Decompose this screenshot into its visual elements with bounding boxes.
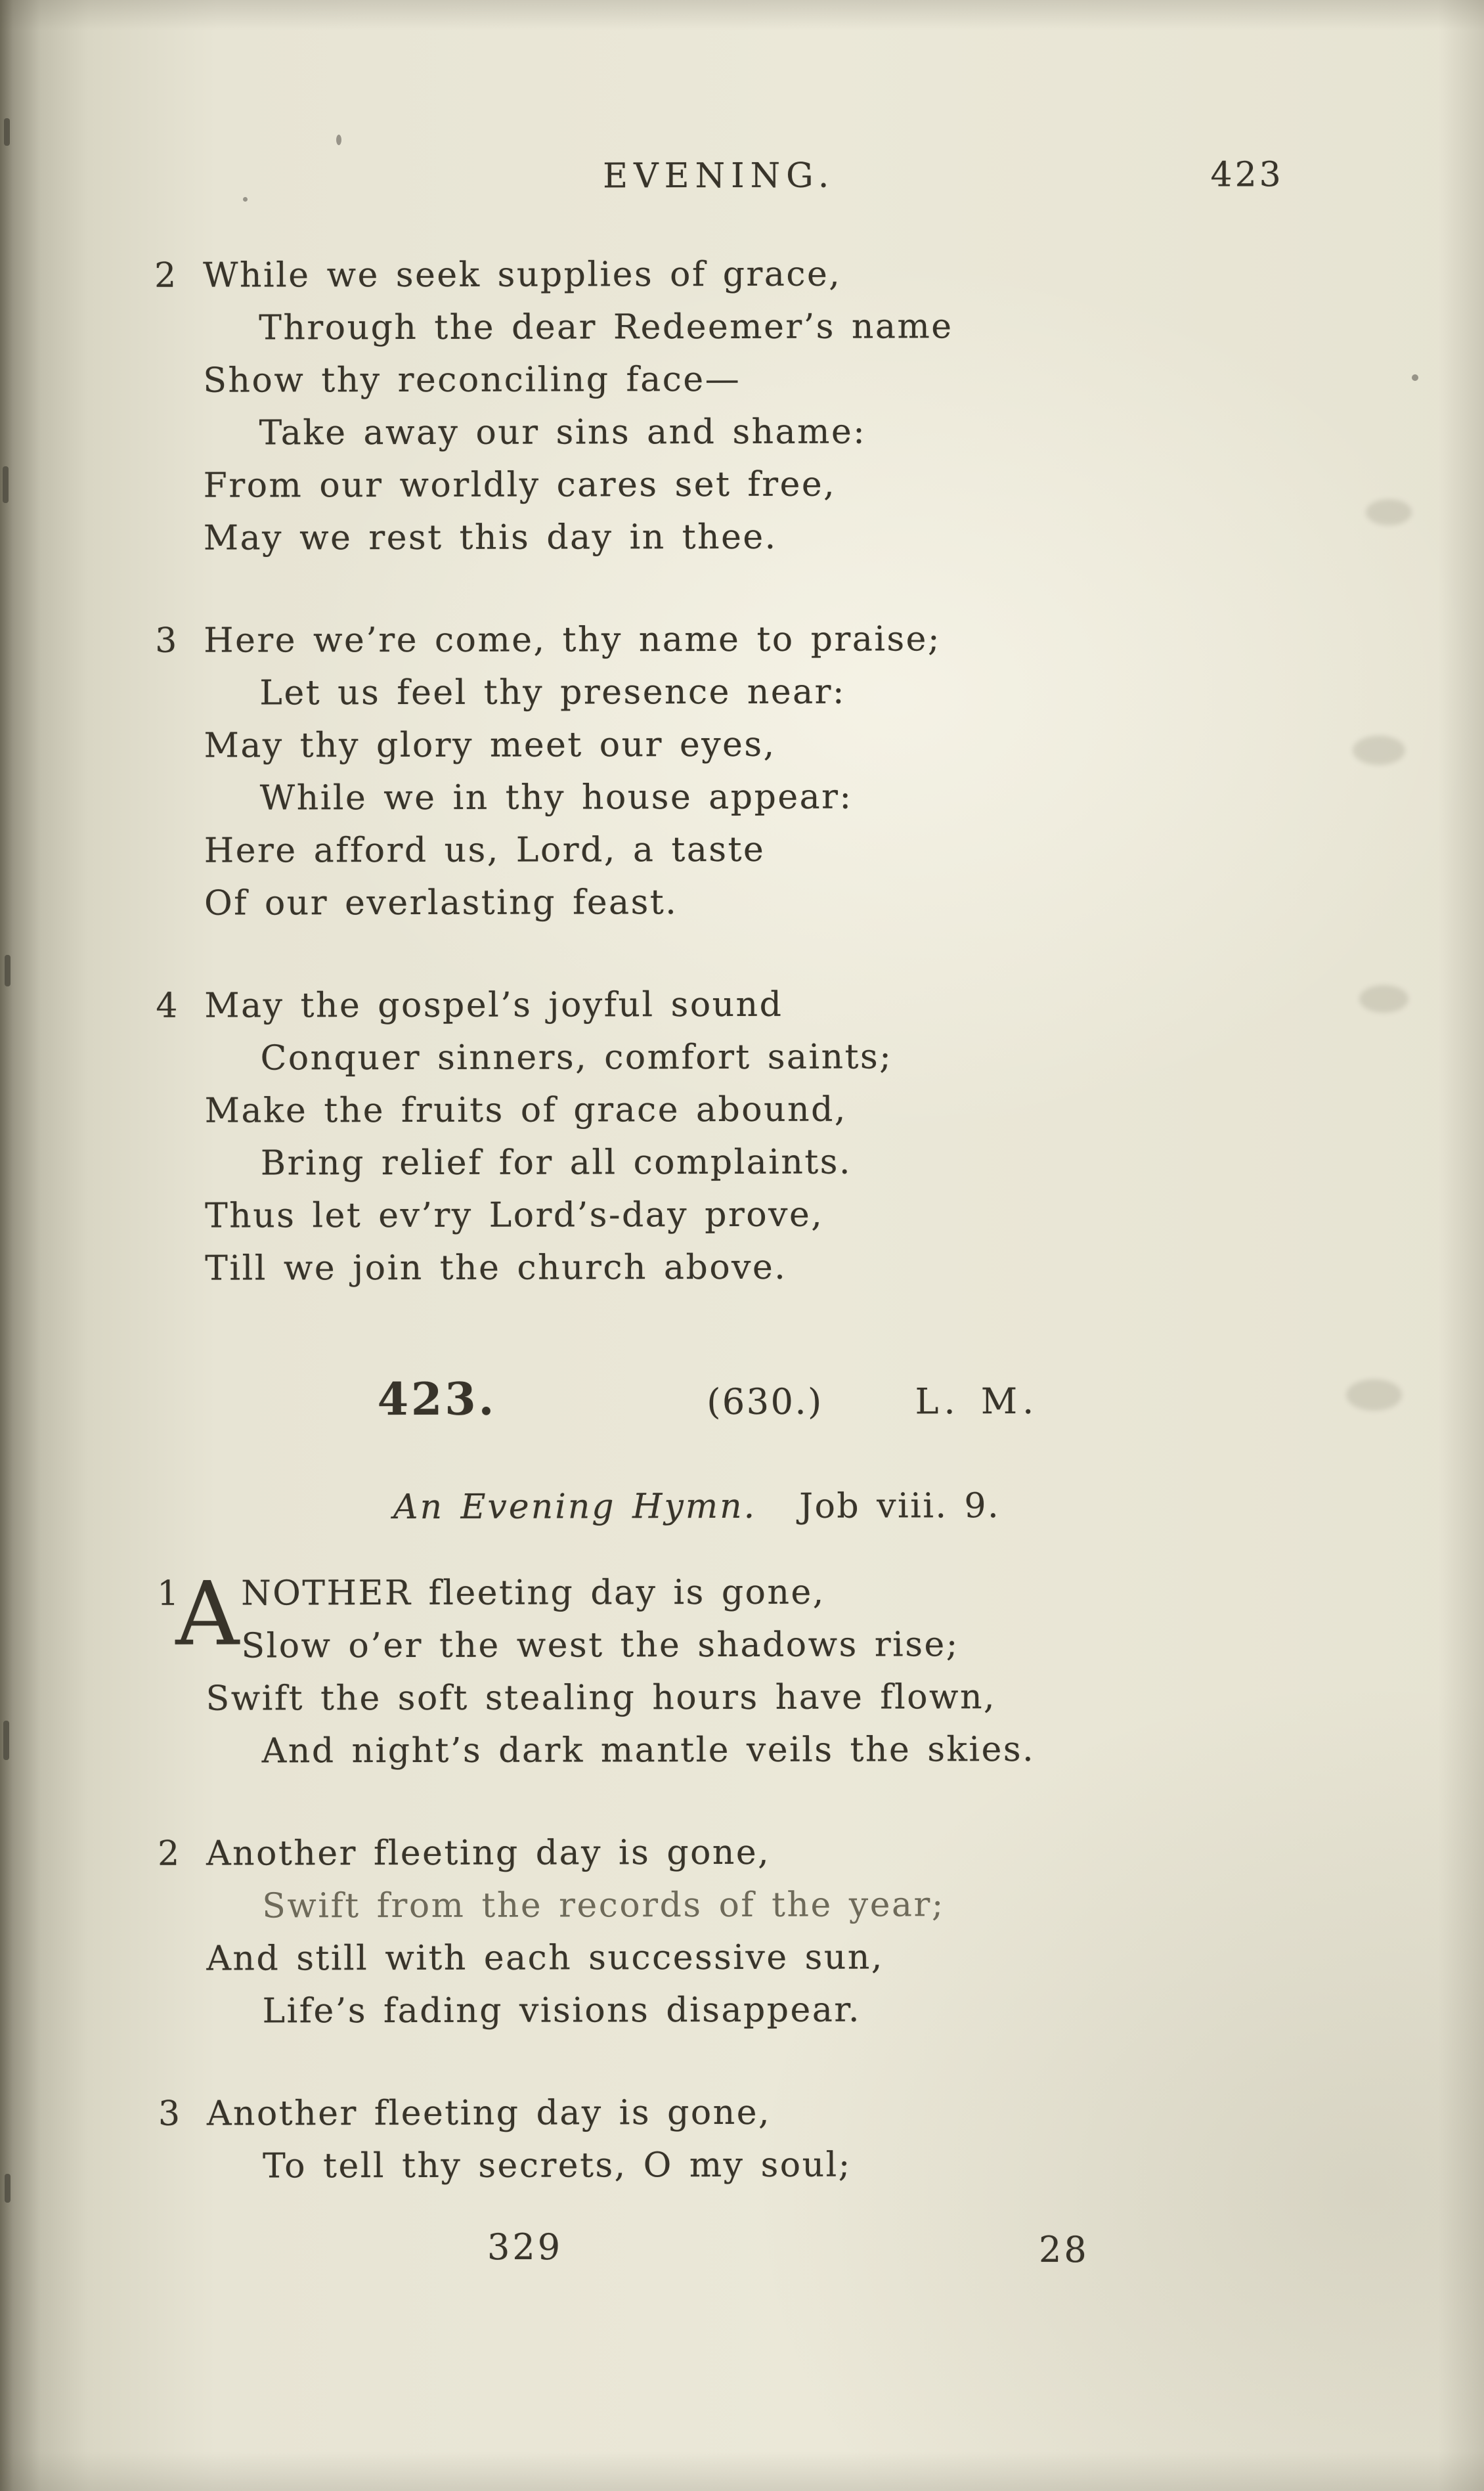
verse-line: Through the dear Redeemer’s name bbox=[259, 307, 953, 348]
verse-lines bbox=[203, 247, 1284, 564]
binding-mark bbox=[4, 118, 10, 146]
verse-line: Till we join the church above. bbox=[205, 1247, 787, 1289]
verse-lines bbox=[175, 1562, 1287, 1777]
ink-speck bbox=[1412, 374, 1418, 381]
verse-number: 3 bbox=[155, 621, 179, 661]
show-through-smudge bbox=[1346, 1379, 1402, 1411]
verse-line: Of our everlasting feast. bbox=[204, 883, 678, 923]
hymn-title: An Evening Hymn. bbox=[393, 1486, 757, 1528]
show-through-smudge bbox=[1366, 499, 1412, 525]
verse-line: May we rest this day in thee. bbox=[203, 517, 777, 558]
verse-line: Another fleeting day is gone, bbox=[206, 2092, 772, 2134]
binding-mark bbox=[3, 1721, 9, 1760]
verse bbox=[155, 612, 1285, 930]
hymn-tune-ref: (630.) bbox=[707, 1380, 823, 1423]
drop-cap-letter: A bbox=[175, 1562, 241, 1665]
verse-line: While we seek supplies of grace, bbox=[202, 254, 842, 296]
verse-line: Thus let ev’ry Lord’s-day prove, bbox=[204, 1195, 824, 1236]
verse-line: Life’s fading visions disappear. bbox=[262, 1990, 862, 2031]
verse-line: Swift from the records of the year; bbox=[262, 1885, 945, 1926]
verse-lines bbox=[204, 977, 1286, 1294]
footer-signature-mark: 28 bbox=[1039, 2229, 1089, 2270]
verse-line: And still with each successive sun, bbox=[206, 1937, 884, 1979]
verse-number: 2 bbox=[154, 255, 178, 296]
verse bbox=[158, 2085, 1288, 2193]
verse-line: Another fleeting day is gone, bbox=[206, 1832, 771, 1874]
hymn-number: 423. bbox=[377, 1373, 497, 1426]
verse-line: Here we’re come, thy name to praise; bbox=[204, 619, 941, 661]
page-header bbox=[154, 154, 1284, 198]
verse-number: 4 bbox=[156, 986, 180, 1026]
verse bbox=[158, 1825, 1288, 2038]
page-content bbox=[154, 154, 1288, 2243]
verse-line: Bring relief for all complaints. bbox=[260, 1142, 852, 1183]
binding-mark bbox=[3, 466, 9, 503]
running-head: EVENING. bbox=[603, 156, 835, 196]
page-number: 423 bbox=[1210, 155, 1284, 195]
verse-line: And night’s dark mantle veils the skies. bbox=[261, 1730, 1036, 1771]
show-through-smudge bbox=[1359, 985, 1408, 1013]
verse bbox=[157, 1562, 1287, 1778]
verse-line: Swift the soft stealing hours have flown, bbox=[206, 1677, 997, 1719]
verse-number: 2 bbox=[158, 1834, 181, 1874]
binding-mark bbox=[5, 955, 11, 986]
show-through-smudge bbox=[1353, 736, 1405, 765]
verse-line: May thy glory meet our eyes, bbox=[204, 724, 776, 766]
verse-line: Make the fruits of grace abound, bbox=[204, 1090, 847, 1131]
verse-line: Show thy reconciling face— bbox=[203, 359, 741, 401]
verse-line: While we in thy house appear: bbox=[259, 777, 853, 818]
ink-speck bbox=[336, 135, 341, 145]
verse bbox=[156, 977, 1286, 1295]
verse-lines bbox=[204, 612, 1285, 929]
verse-line: Let us feel thy presence near: bbox=[259, 672, 846, 713]
hymn-meter: L. M. bbox=[915, 1380, 1039, 1422]
verse-line: From our worldly cares set free, bbox=[203, 464, 837, 506]
verse-line: Take away our sins and shame: bbox=[259, 412, 867, 453]
verse-line: Conquer sinners, comfort saints; bbox=[260, 1037, 893, 1078]
hymn-heading bbox=[157, 1371, 1286, 1430]
verse bbox=[154, 247, 1284, 565]
verse-line: Here afford us, Lord, a taste bbox=[204, 829, 766, 871]
hymn-subtitle bbox=[157, 1482, 1286, 1531]
verse-lines bbox=[207, 2085, 1288, 2192]
footer-page-number: 329 bbox=[487, 2226, 563, 2268]
verse-line: Slow o’er the west the shadows rise; bbox=[241, 1625, 959, 1666]
verse-line: May the gospel’s joyful sound bbox=[204, 984, 783, 1026]
binding-mark bbox=[5, 2174, 11, 2203]
hymn-scripture-ref: Job viii. 9. bbox=[799, 1486, 1001, 1526]
verse-line: To tell thy secrets, O my soul; bbox=[263, 2145, 852, 2186]
verse-lines bbox=[206, 1825, 1288, 2037]
verse-number: 3 bbox=[158, 2094, 182, 2134]
verse-number: 1 bbox=[157, 1574, 181, 1614]
verse-line: NOTHER fleeting day is gone, bbox=[241, 1572, 825, 1614]
